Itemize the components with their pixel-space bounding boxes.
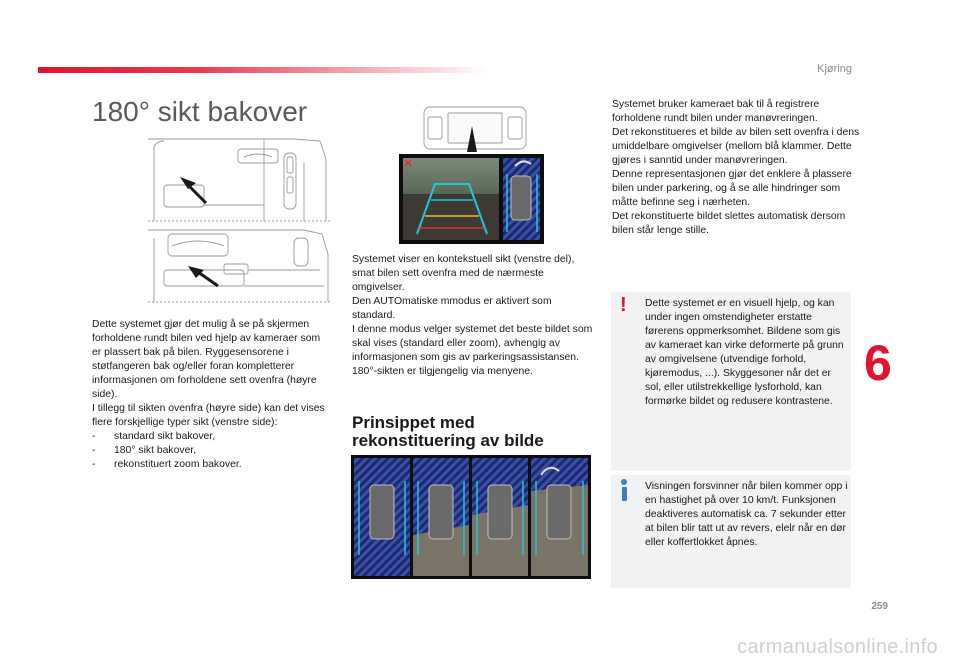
warning-exclamation-icon: ! bbox=[620, 294, 627, 316]
right-column-text bbox=[612, 98, 860, 238]
right-paragraph-2: Det rekonstitueres et bilde av bilen sett ovenfra i dens umiddelbare omgivelser (mellom blå klammer. Dette gjøres i sanntid under manøvreringen. bbox=[612, 127, 860, 166]
right-paragraph-3: Denne representasjonen gjør det enklere å plassere bilen under parkering, og å se alle hindringer som måtte befinne seg i nærheten. bbox=[612, 169, 852, 208]
warning-note-text: Dette systemet er en visuell hjelp, og kan under ingen omstendigheter erstatte førerens oppmerksomhet. Bildene som gis av kameraet kan virke deformerte på grunn av omgivelsene (utvendige forhold, kjøremodus, ...). Skyggesoner når det er sol, eller utilstrekkellige lysforhold, kan formørke bildet og redusere kontrastene. bbox=[645, 298, 844, 407]
right-paragraph-4: Det rekonstituerte bildet slettes automatisk dersom bilen står lenge stille. bbox=[612, 211, 846, 236]
image-reconstitution-sequence bbox=[351, 455, 591, 579]
middle-paragraph-4: 180°-sikten er tilgjengelig via menyene. bbox=[352, 366, 533, 377]
chapter-number: 6 bbox=[864, 335, 892, 391]
watermark-logo: carmanualsonline.info bbox=[737, 636, 938, 658]
list-item: - standard sikt bakover, bbox=[92, 431, 216, 442]
header-accent-bar bbox=[38, 67, 488, 73]
left-paragraph-2: I tillegg til sikten ovenfra (høyre side) kan det vises flere forskjellige typer sikt (venstre side): bbox=[92, 403, 325, 428]
page-title: 180° sikt bakover bbox=[92, 96, 308, 127]
middle-paragraph-2: Den AUTOmatiske mmodus er aktivert som standard. bbox=[352, 296, 552, 321]
list-item: - 180° sikt bakover, bbox=[92, 445, 197, 456]
middle-column-text bbox=[352, 253, 597, 379]
info-note-text: Visningen forsvinner når bilen kommer opp i en hastighet på over 10 km/t. Funksjonen deaktiveres automatisk ca. 7 sekunder etter at bilen blir tatt ut av revers, elelr når en dør eller koffertlokket åpnes. bbox=[645, 481, 848, 548]
info-icon bbox=[621, 479, 627, 501]
subheading-reconstitution: Prinsippet med rekonstituering av bilde bbox=[352, 413, 544, 450]
section-title: Kjøring bbox=[817, 63, 852, 75]
right-paragraph-1: Systemet bruker kameraet bak til å registrere forholdene rundt bilen under manøvreringen. bbox=[612, 99, 820, 124]
screen-pointer-arrow bbox=[467, 126, 477, 152]
van-rear-upper-illustration bbox=[144, 133, 334, 225]
left-paragraph-1: Dette systemet gjør det mulig å se på skjermen forholdene rundt bilen ved hjelp av kameraer som er plassert bak på bilen. Ryggesensorene i støtfangeren bak og/eller foran kompletterer informasjonen om forholdene sett ovenfra (høyre side). bbox=[92, 319, 321, 400]
van-rear-lower-illustration bbox=[144, 224, 334, 306]
left-column-text bbox=[92, 318, 332, 472]
page-number: 259 bbox=[871, 601, 888, 612]
middle-paragraph-3: I denne modus velger systemet det beste bildet som skal vises (standard eller zoom), avhengig av informasjonen som gis av parkeringsassistansen. bbox=[352, 324, 593, 363]
middle-paragraph-1: Systemet viser en kontekstuell sikt (venstre del), smat bilen sett ovenfra med de nærmeste omgivelser. bbox=[352, 254, 575, 293]
rear-camera-view-image bbox=[399, 154, 544, 244]
list-item: - rekonstituert zoom bakover. bbox=[92, 459, 242, 470]
